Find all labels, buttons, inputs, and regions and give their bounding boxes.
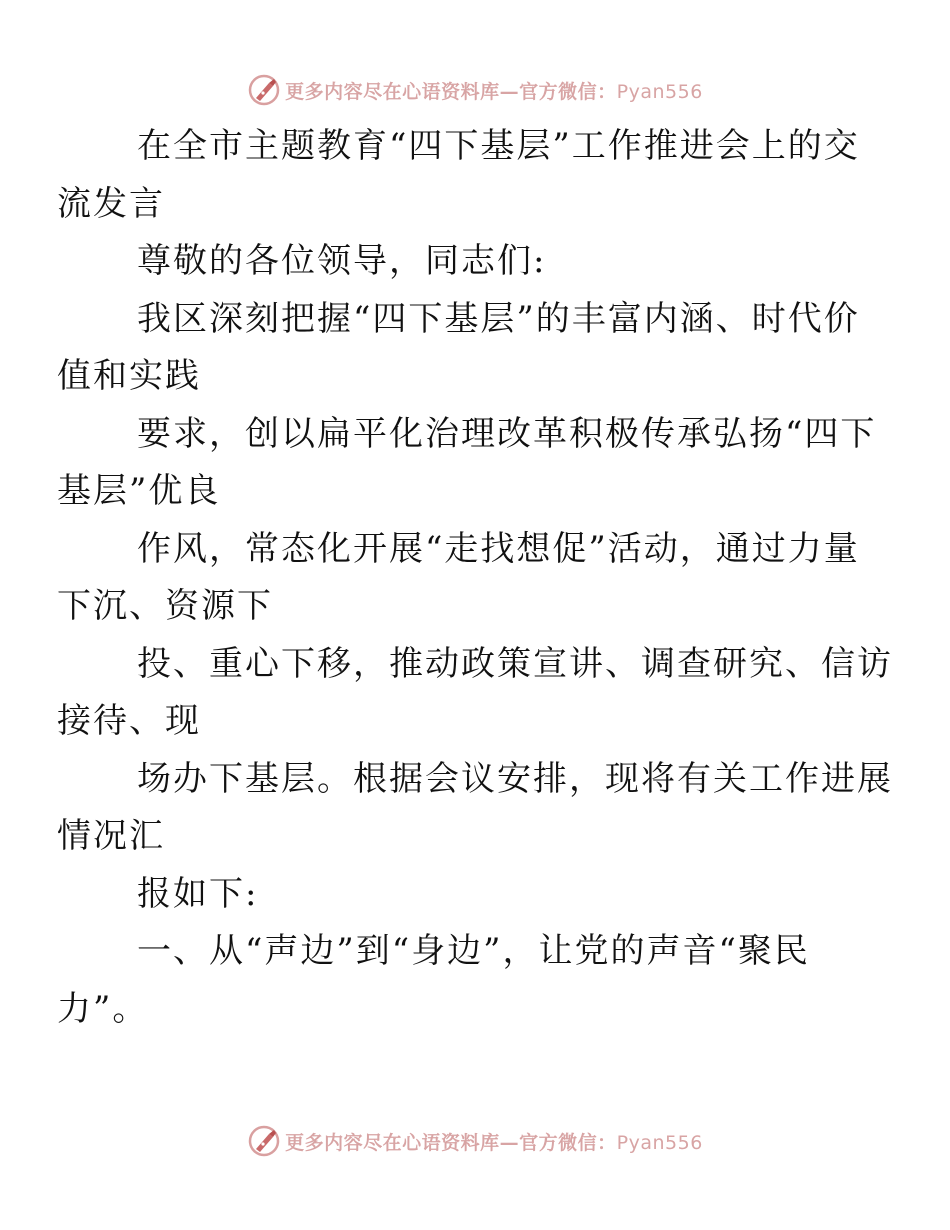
watermark-label: 更多内容尽在心语资料库—官方微信： [285, 1131, 617, 1154]
text-line: 场办下基层。根据会议安排，现将有关工作进展 [137, 758, 893, 799]
text-line: 一、从“声边”到“身边”，让党的声音“聚民 [137, 931, 810, 971]
watermark-wechat-id: Pyan556 [616, 80, 703, 103]
text-line: 投、重心下移，推动政策宣讲、调查研究、信访 [137, 643, 893, 684]
text-line: 接待、现 [57, 701, 201, 741]
watermark-text [285, 77, 703, 104]
text-line: 作风，常态化开展“走找想促”活动，通过力量 [137, 528, 860, 569]
paragraph [57, 751, 893, 866]
paragraph-salutation [97, 233, 857, 291]
watermark-text [285, 1128, 703, 1155]
text-line: 尊敬的各位领导，同志们: [137, 241, 547, 281]
text-line: 值和实践 [57, 356, 201, 396]
header-watermark [0, 70, 950, 110]
section-heading [57, 923, 857, 1038]
watermark-wechat-id: Pyan556 [616, 1131, 703, 1154]
text-line: 情况汇 [57, 816, 165, 856]
text-line: 力”。 [57, 988, 149, 1029]
text-line: 下沉、资源下 [57, 586, 273, 626]
fountain-pen-logo-icon [247, 1124, 281, 1158]
paragraph [97, 866, 857, 924]
paragraph-title [57, 118, 860, 233]
paragraph [57, 406, 877, 521]
paragraph [57, 521, 860, 636]
text-line: 报如下: [137, 873, 259, 914]
watermark-label: 更多内容尽在心语资料库—官方微信： [285, 80, 617, 103]
text-line: 在全市主题教育“四下基层”工作推进会上的交 [137, 126, 860, 166]
paragraph [57, 636, 893, 751]
text-line: 我区深刻把握“四下基层”的丰富内涵、时代价 [137, 298, 860, 339]
fountain-pen-logo-icon [247, 73, 281, 107]
text-line: 要求，创以扁平化治理改革积极传承弘扬“四下 [137, 413, 877, 454]
text-line: 基层”优良 [57, 471, 221, 511]
document-body [57, 118, 893, 1038]
footer-watermark [0, 1121, 950, 1161]
paragraph [57, 291, 860, 406]
text-line: 流发言 [57, 183, 165, 224]
